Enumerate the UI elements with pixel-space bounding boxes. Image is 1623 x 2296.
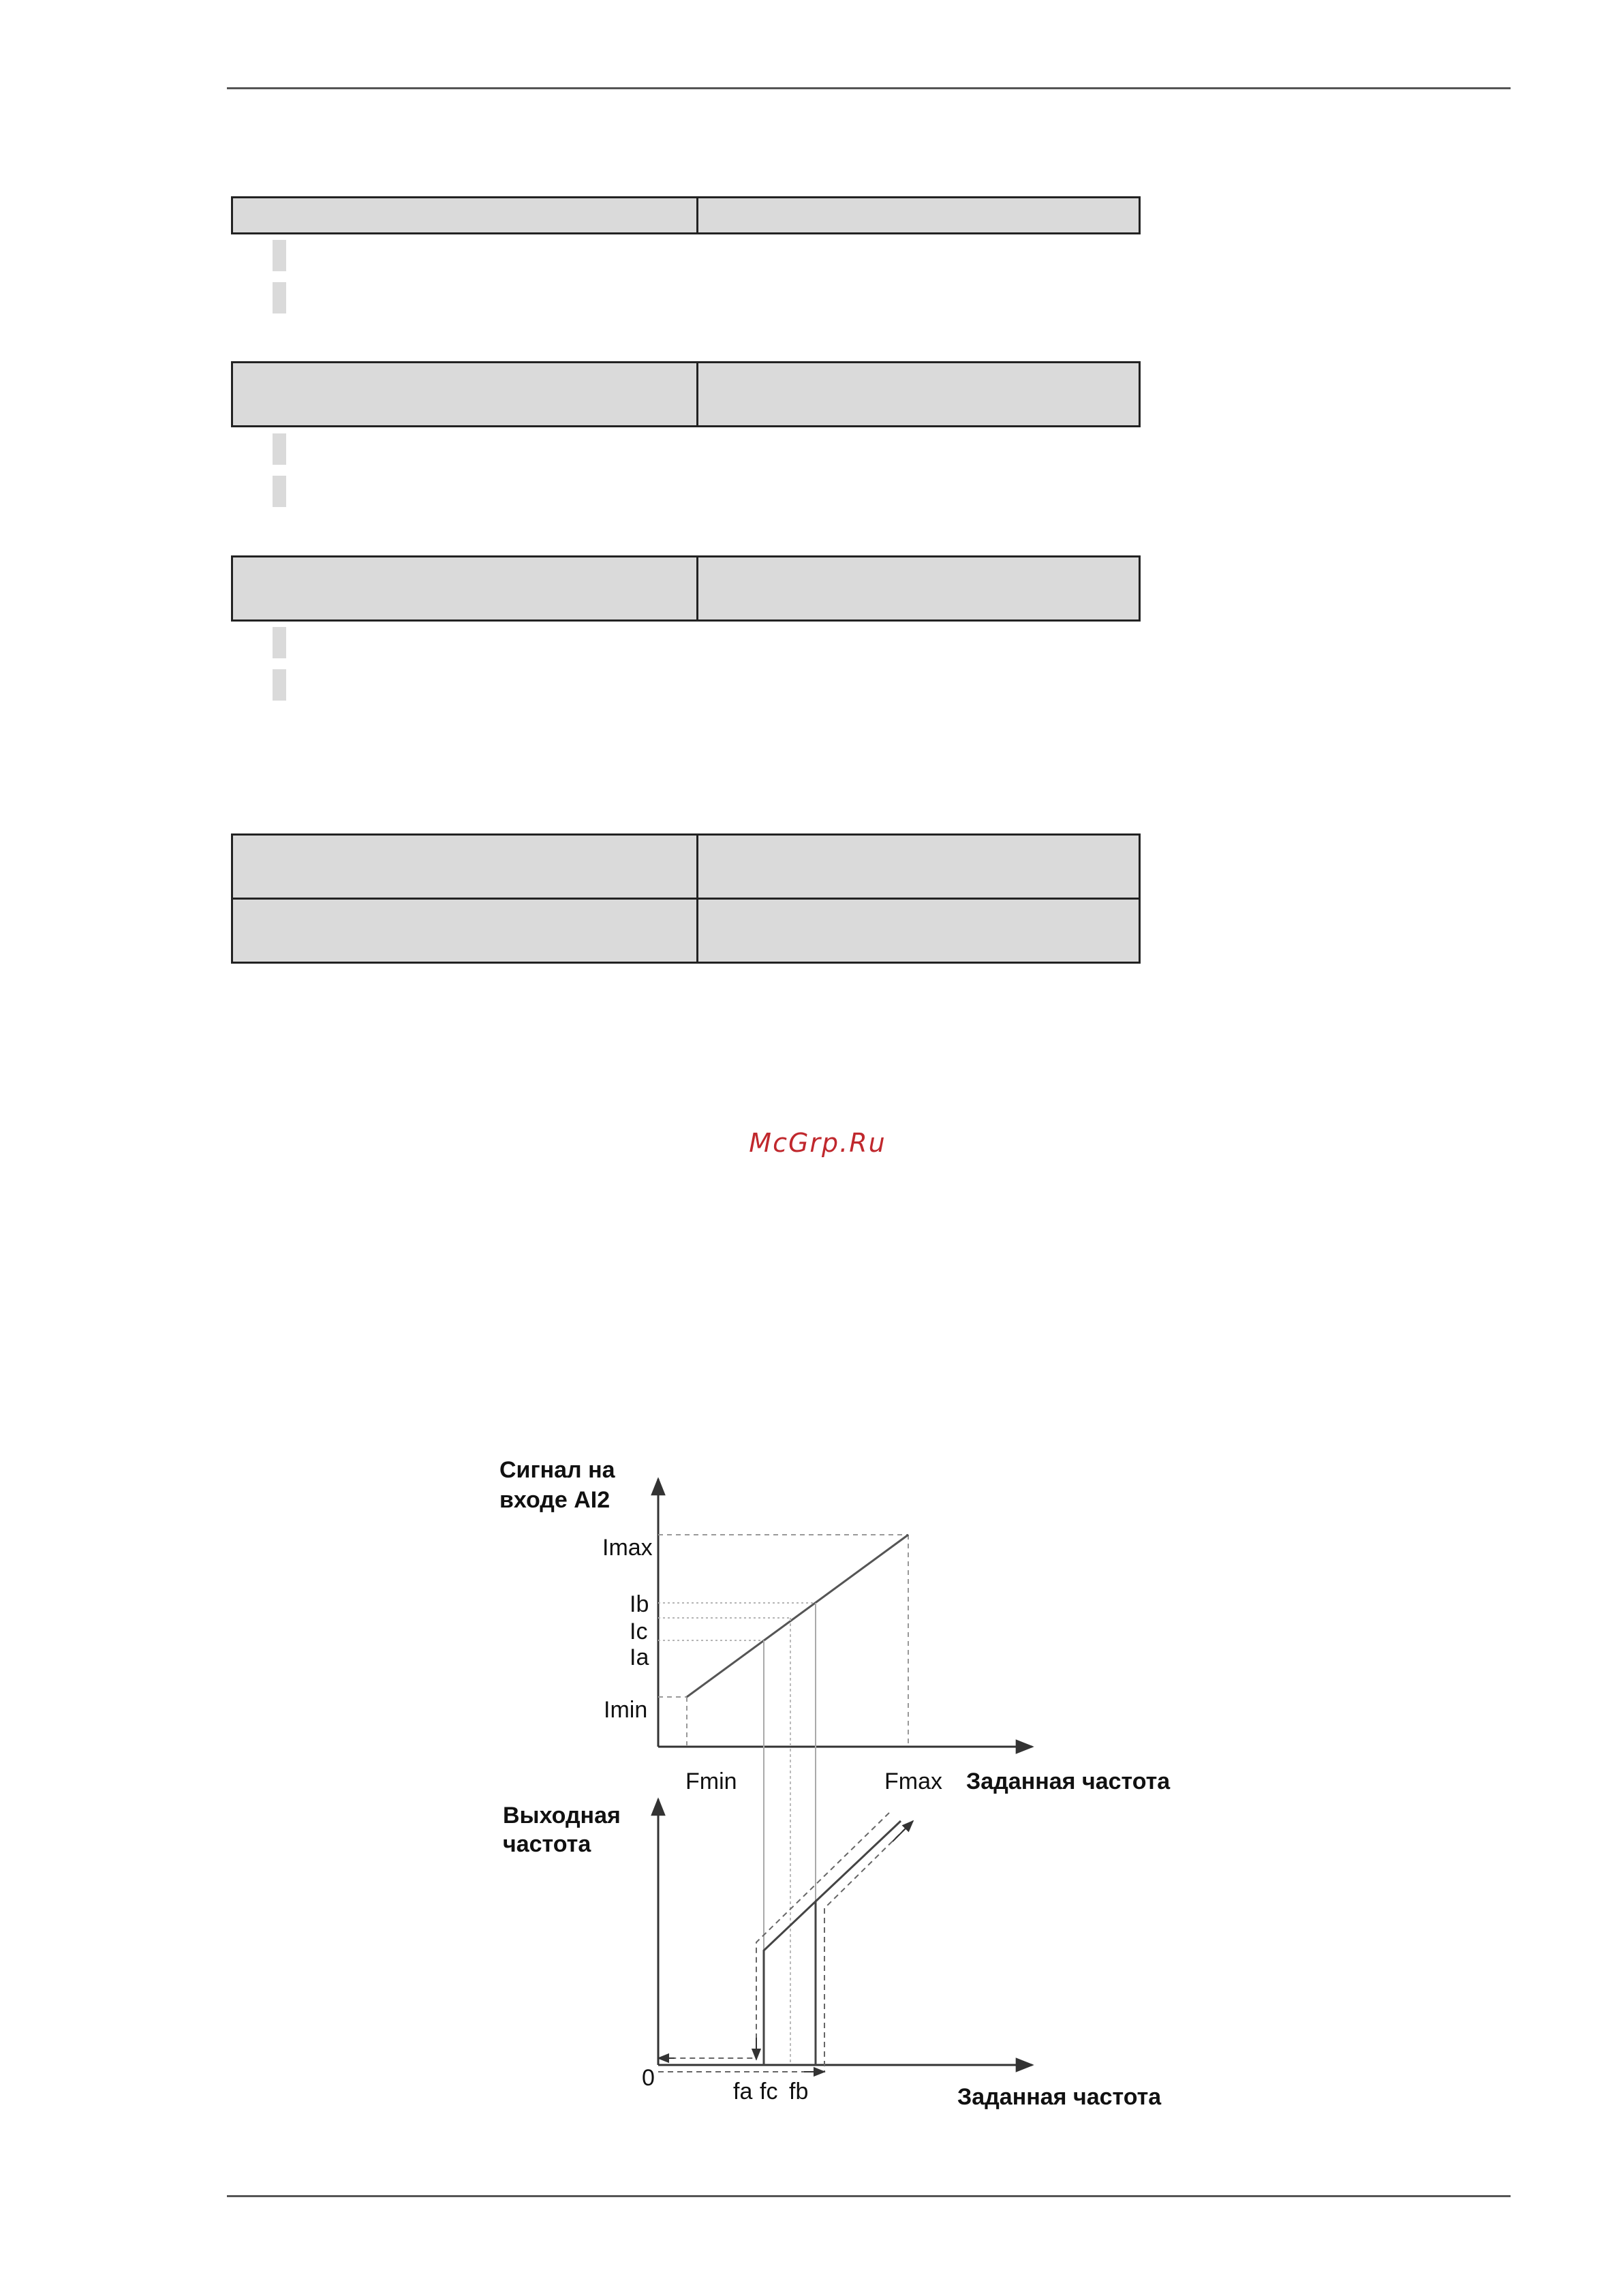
upper-ylabel-line2: входе AI2	[499, 1487, 610, 1513]
output-frequency-rise	[816, 1821, 901, 1901]
lower-xlabel: Заданная частота	[957, 2084, 1162, 2110]
tick-ib: Ib	[630, 1591, 649, 1617]
tick-fa: fa	[733, 2079, 753, 2104]
tick-ic: Ic	[630, 1619, 648, 1644]
watermark-text: McGrp.Ru	[749, 1128, 886, 1158]
tick-fc: fc	[760, 2079, 778, 2104]
tick-fb: fb	[789, 2079, 809, 2104]
lower-ylabel-line2: частота	[503, 1831, 591, 1857]
upper-xlabel: Заданная частота	[966, 1769, 1171, 1794]
tick-imax: Imax	[602, 1535, 653, 1561]
tick-fmin: Fmin	[685, 1769, 737, 1794]
lower-panel	[503, 1799, 1162, 2110]
signal-line	[687, 1535, 908, 1697]
upper-ylabel-line1: Сигнал на	[499, 1457, 615, 1483]
upper-panel	[499, 1457, 1171, 1794]
falling-path-dashed	[658, 1813, 889, 2058]
origin-label: 0	[642, 2065, 655, 2091]
tick-fmax: Fmax	[884, 1769, 942, 1794]
tick-ia: Ia	[630, 1644, 649, 1670]
lower-ylabel-line1: Выходная	[503, 1803, 621, 1828]
rising-path-dashed	[658, 1821, 913, 2072]
rising-arrow	[893, 1821, 913, 1841]
tick-imin: Imin	[604, 1697, 648, 1723]
